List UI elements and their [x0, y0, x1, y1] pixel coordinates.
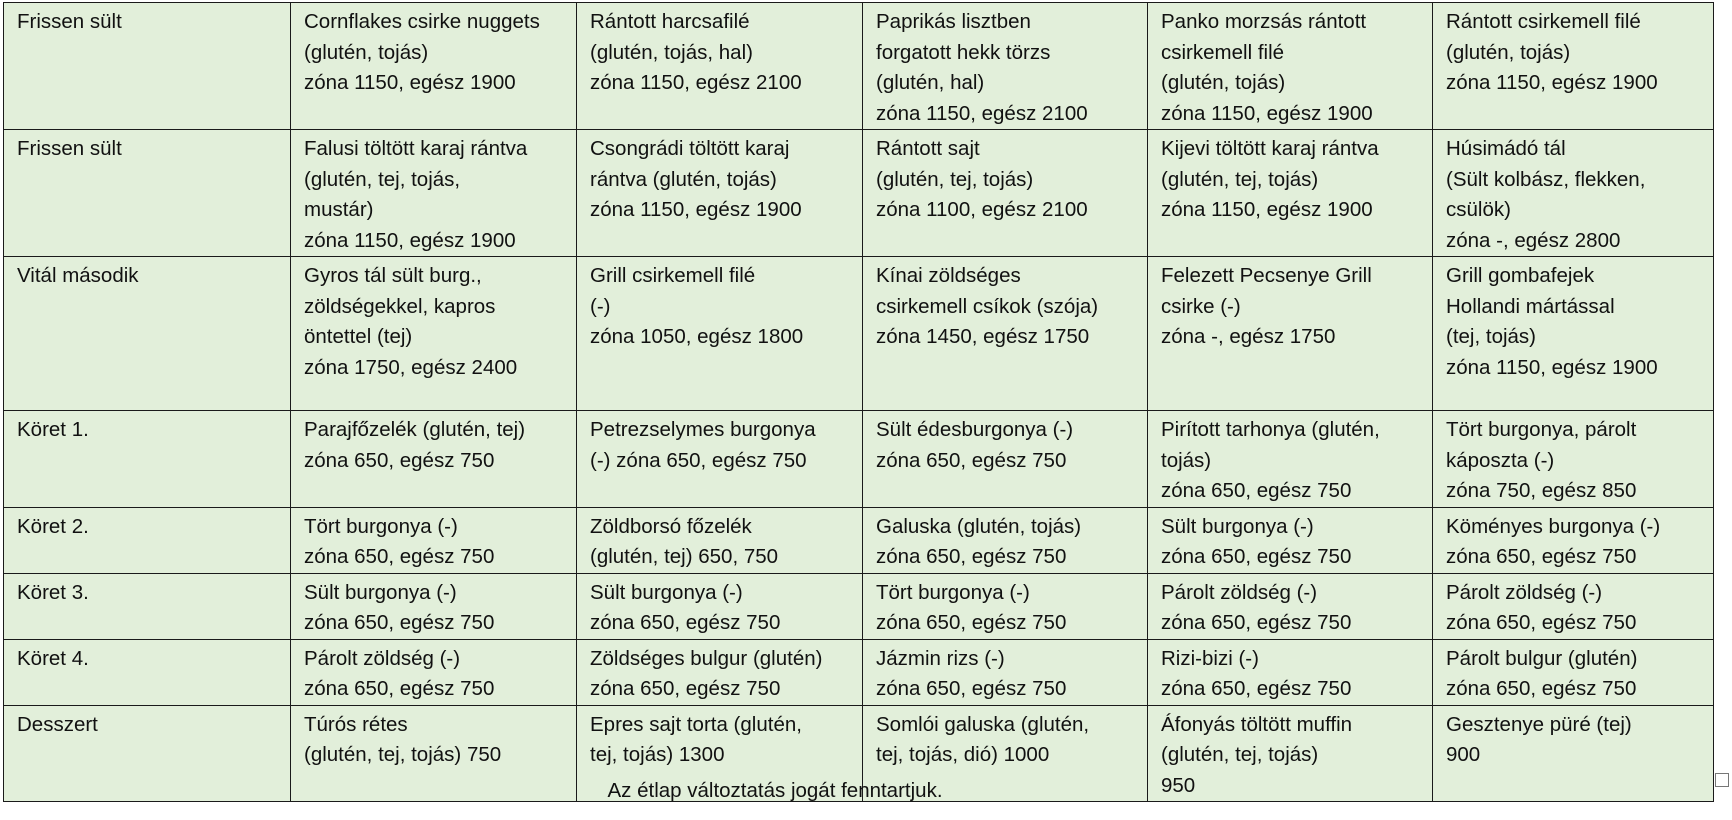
dish-cell: Párolt zöldség (-) zóna 650, egész 750	[291, 639, 577, 705]
dish-cell: Gyros tál sült burg., zöldségekkel, kapros öntettel (tej) zóna 1750, egész 2400	[291, 257, 577, 411]
dish-cell: Zöldséges bulgur (glutén) zóna 650, egész 750	[577, 639, 863, 705]
dish-cell: Rántott sajt (glutén, tej, tojás) zóna 1100, egész 2100	[863, 130, 1148, 257]
dish-cell: Panko morzsás rántott csirkemell filé (glutén, tojás) zóna 1150, egész 1900	[1148, 3, 1433, 130]
dish-cell: Kijevi töltött karaj rántva (glutén, tej, tojás) zóna 1150, egész 1900	[1148, 130, 1433, 257]
dish-cell: Tört burgonya (-) zóna 650, egész 750	[291, 507, 577, 573]
category-cell: Desszert	[4, 705, 291, 802]
category-cell: Köret 4.	[4, 639, 291, 705]
dish-cell: Kínai zöldséges csirkemell csíkok (szója) zóna 1450, egész 1750	[863, 257, 1148, 411]
dish-cell: Grill gombafejek Hollandi mártással (tej, tojás) zóna 1150, egész 1900	[1433, 257, 1714, 411]
dish-cell: Sült burgonya (-) zóna 650, egész 750	[291, 573, 577, 639]
dish-cell: Felezett Pecsenye Grill csirke (-) zóna -, egész 1750	[1148, 257, 1433, 411]
dish-cell: Falusi töltött karaj rántva (glutén, tej, tojás, mustár) zóna 1150, egész 1900	[291, 130, 577, 257]
dish-cell: Csongrádi töltött karaj rántva (glutén, tojás) zóna 1150, egész 1900	[577, 130, 863, 257]
table-row	[4, 639, 1714, 705]
dish-cell: Húsimádó tál (Sült kolbász, flekken, csülök) zóna -, egész 2800	[1433, 130, 1714, 257]
dish-cell: Rántott harcsafilé (glutén, tojás, hal) zóna 1150, egész 2100	[577, 3, 863, 130]
dish-cell: Galuska (glutén, tojás) zóna 650, egész 750	[863, 507, 1148, 573]
dish-cell: Sült édesburgonya (-) zóna 650, egész 750	[863, 411, 1148, 508]
dish-cell: Parajfőzelék (glutén, tej) zóna 650, egész 750	[291, 411, 577, 508]
dish-cell: Rántott csirkemell filé (glutén, tojás) zóna 1150, egész 1900	[1433, 3, 1714, 130]
dish-cell: Tört burgonya (-) zóna 650, egész 750	[863, 573, 1148, 639]
category-cell: Vitál második	[4, 257, 291, 411]
dish-cell: Sült burgonya (-) zóna 650, egész 750	[1148, 507, 1433, 573]
footer-note: Az étlap változtatás jogát fenntartjuk.	[607, 779, 943, 802]
dish-cell: Somlói galuska (glutén, tej, tojás, dió) 1000	[863, 705, 1148, 802]
dish-cell: Epres sajt torta (glutén, tej, tojás) 1300	[577, 705, 863, 802]
dish-cell: Párolt zöldség (-) zóna 650, egész 750	[1148, 573, 1433, 639]
dish-cell: Tört burgonya, párolt káposzta (-) zóna 750, egész 850	[1433, 411, 1714, 508]
category-cell: Frissen sült	[4, 3, 291, 130]
dish-cell: Cornflakes csirke nuggets (glutén, tojás) zóna 1150, egész 1900	[291, 3, 577, 130]
dish-cell: Grill csirkemell filé (-) zóna 1050, egész 1800	[577, 257, 863, 411]
dish-cell: Párolt bulgur (glutén) zóna 650, egész 750	[1433, 639, 1714, 705]
table-row	[4, 130, 1714, 257]
table-resize-handle[interactable]	[1715, 773, 1729, 787]
dish-cell: Köményes burgonya (-) zóna 650, egész 750	[1433, 507, 1714, 573]
dish-cell: Gesztenye püré (tej) 900	[1433, 705, 1714, 802]
category-cell: Köret 1.	[4, 411, 291, 508]
category-cell: Köret 3.	[4, 573, 291, 639]
dish-cell: Sült burgonya (-) zóna 650, egész 750	[577, 573, 863, 639]
dish-cell: Pirított tarhonya (glutén, tojás) zóna 650, egész 750	[1148, 411, 1433, 508]
dish-cell: Paprikás lisztben forgatott hekk törzs (glutén, hal) zóna 1150, egész 2100	[863, 3, 1148, 130]
table-row	[4, 3, 1714, 130]
dish-cell: Áfonyás töltött muffin (glutén, tej, tojás) 950	[1148, 705, 1433, 802]
category-cell: Frissen sült	[4, 130, 291, 257]
dish-cell: Zöldborsó főzelék (glutén, tej) 650, 750	[577, 507, 863, 573]
table-row	[4, 257, 1714, 411]
dish-cell: Jázmin rizs (-) zóna 650, egész 750	[863, 639, 1148, 705]
table-row	[4, 507, 1714, 573]
dish-cell: Petrezselymes burgonya (-) zóna 650, egész 750	[577, 411, 863, 508]
dish-cell: Túrós rétes (glutén, tej, tojás) 750	[291, 705, 577, 802]
menu-table	[3, 2, 1714, 802]
dish-cell: Rizi-bizi (-) zóna 650, egész 750	[1148, 639, 1433, 705]
table-row	[4, 411, 1714, 508]
table-row	[4, 573, 1714, 639]
dish-cell: Párolt zöldség (-) zóna 650, egész 750	[1433, 573, 1714, 639]
category-cell: Köret 2.	[4, 507, 291, 573]
